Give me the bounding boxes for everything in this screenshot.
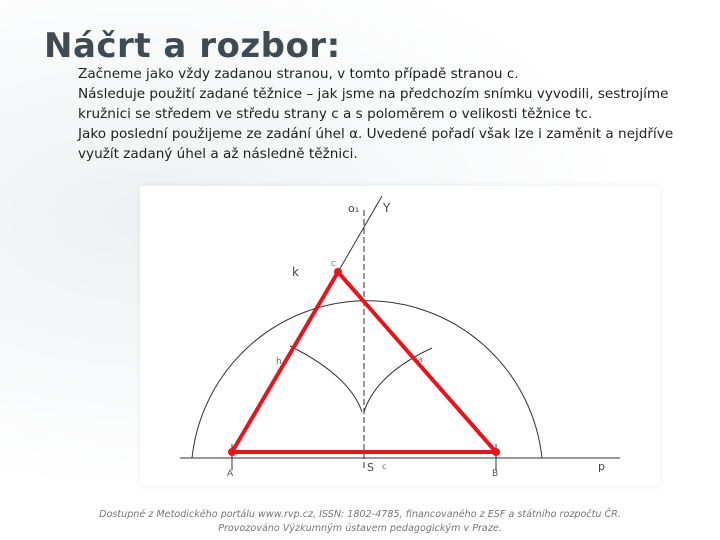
paragraph-1: Začneme jako vždy zadanou stranou, v tomto případě stranou c. — [78, 66, 519, 82]
vertex-b — [492, 448, 500, 456]
vertex-a — [228, 448, 236, 456]
arc-h — [290, 346, 362, 412]
vertex-c — [334, 268, 342, 276]
label-c-vertex: C — [331, 260, 336, 268]
footer-line-2: Provozováno Výzkumným ústavem pedagogickým v Praze. — [218, 523, 502, 534]
slide-body — [78, 64, 698, 164]
construction-diagram — [140, 186, 660, 486]
label-a: a — [418, 355, 423, 364]
footer-line-1: Dostupné z Metodického portálu www.rvp.cz, ISSN: 1802-4785, financovaného z ESF a státního rozpočtu ČR. — [99, 509, 621, 520]
label-c-side: c — [382, 462, 387, 471]
label-a-vertex: A — [227, 469, 234, 479]
ray-y — [338, 196, 382, 272]
label-h: h — [276, 357, 282, 367]
label-p: p — [598, 460, 605, 473]
label-o1: o₁ — [348, 202, 360, 215]
label-k: k — [292, 265, 299, 279]
label-s: S — [367, 461, 374, 474]
slide-title: Náčrt a rozbor: — [44, 26, 341, 66]
label-b-vertex: B — [492, 469, 499, 479]
triangle-abc — [232, 272, 496, 452]
label-y: Y — [383, 201, 391, 215]
paragraph-2: Následuje použití zadané těžnice – jak jsme na předchozím snímku vyvodili, sestrojíme kružnici se středem ve středu strany c a s poloměrem o velikosti těžnice tc. — [78, 86, 669, 122]
paragraph-3: Jako poslední použijeme ze zadání úhel α. Uvedené pořadí však lze i zaměnit a nejdříve využít zadaný úhel a až následně těžnici. — [78, 126, 674, 162]
footer — [60, 508, 660, 536]
construction-figure — [140, 186, 660, 486]
